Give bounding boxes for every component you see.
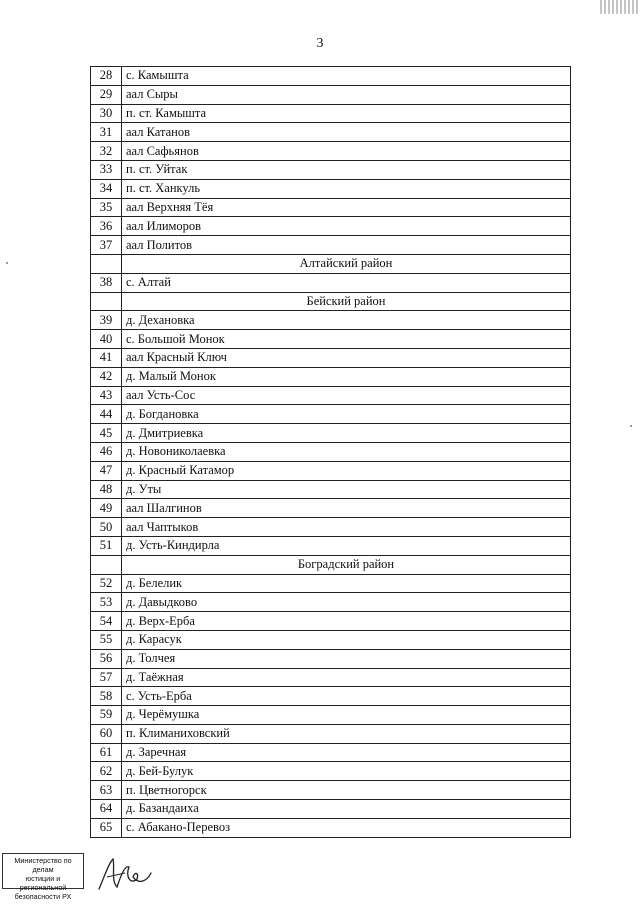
settlement-name: д. Дехановка [122, 311, 571, 330]
row-number: 44 [91, 405, 122, 424]
table-row [91, 236, 571, 255]
table-row [91, 367, 571, 386]
settlement-name: д. Черёмушка [122, 706, 571, 725]
stamp-line: Министерство по делам [14, 856, 72, 874]
district-header-row [91, 555, 571, 574]
row-number: 60 [91, 724, 122, 743]
settlement-name: аал Сыры [122, 85, 571, 104]
settlement-name: д. Таёжная [122, 668, 571, 687]
row-number: 37 [91, 236, 122, 255]
row-number: 51 [91, 536, 122, 555]
table-row [91, 104, 571, 123]
table-row [91, 649, 571, 668]
settlement-name: аал Шалгинов [122, 499, 571, 518]
table-row [91, 461, 571, 480]
settlement-name: п. ст. Уйтак [122, 160, 571, 179]
row-number: 62 [91, 762, 122, 781]
table-row [91, 612, 571, 631]
settlement-name: д. Базандаиха [122, 800, 571, 819]
settlement-name: аал Илиморов [122, 217, 571, 236]
table-row [91, 743, 571, 762]
settlement-name: д. Давыдково [122, 593, 571, 612]
row-number: 46 [91, 442, 122, 461]
table-row [91, 311, 571, 330]
table-row [91, 179, 571, 198]
table-row [91, 499, 571, 518]
row-number: 54 [91, 612, 122, 631]
row-number: 32 [91, 142, 122, 161]
row-number: 31 [91, 123, 122, 142]
settlement-name: д. Карасук [122, 630, 571, 649]
table-row [91, 593, 571, 612]
settlements-table [90, 66, 571, 838]
district-header-row [91, 254, 571, 273]
table-row [91, 724, 571, 743]
row-number: 47 [91, 461, 122, 480]
table-row [91, 687, 571, 706]
district-name: Бейский район [122, 292, 571, 311]
table-row [91, 781, 571, 800]
settlement-name: д. Красный Катамор [122, 461, 571, 480]
table-row [91, 574, 571, 593]
table-row [91, 142, 571, 161]
table-row [91, 630, 571, 649]
row-number: 33 [91, 160, 122, 179]
settlement-name: д. Бей-Булук [122, 762, 571, 781]
table-row [91, 160, 571, 179]
settlement-name: д. Усть-Киндирла [122, 536, 571, 555]
table-row [91, 818, 571, 837]
table-row [91, 273, 571, 292]
settlements-table-body [91, 67, 571, 838]
table-row [91, 123, 571, 142]
settlement-name: аал Верхняя Тёя [122, 198, 571, 217]
row-number: 52 [91, 574, 122, 593]
row-number: 43 [91, 386, 122, 405]
row-number: 42 [91, 367, 122, 386]
row-number: 41 [91, 348, 122, 367]
table-row [91, 67, 571, 86]
table-row [91, 405, 571, 424]
table-row [91, 217, 571, 236]
ministry-stamp [2, 853, 84, 901]
row-number-cell [91, 555, 122, 574]
settlement-name: с. Большой Монок [122, 330, 571, 349]
scan-corner-mark [600, 0, 640, 14]
settlement-name: аал Чаптыков [122, 518, 571, 537]
stamp-line: безопасности РХ [14, 892, 72, 901]
row-number: 48 [91, 480, 122, 499]
row-number: 36 [91, 217, 122, 236]
settlement-name: д. Верх-Ерба [122, 612, 571, 631]
settlement-name: п. Климаниховский [122, 724, 571, 743]
settlement-name: д. Белелик [122, 574, 571, 593]
handwritten-signature [95, 855, 155, 895]
scan-speck [6, 262, 8, 264]
settlement-name: аал Усть-Сос [122, 386, 571, 405]
table-row [91, 518, 571, 537]
row-number: 30 [91, 104, 122, 123]
settlement-name: с. Усть-Ерба [122, 687, 571, 706]
row-number: 50 [91, 518, 122, 537]
row-number: 39 [91, 311, 122, 330]
row-number: 65 [91, 818, 122, 837]
row-number: 64 [91, 800, 122, 819]
settlement-name: д. Малый Монок [122, 367, 571, 386]
row-number: 61 [91, 743, 122, 762]
settlement-name: д. Уты [122, 480, 571, 499]
table-row [91, 480, 571, 499]
table-row [91, 85, 571, 104]
row-number: 57 [91, 668, 122, 687]
settlement-name: аал Сафьянов [122, 142, 571, 161]
settlement-name: п. Цветногорск [122, 781, 571, 800]
settlement-name: д. Новониколаевка [122, 442, 571, 461]
district-header-row [91, 292, 571, 311]
table-row [91, 424, 571, 443]
table-row [91, 800, 571, 819]
settlement-name: с. Абакано-Перевоз [122, 818, 571, 837]
row-number: 53 [91, 593, 122, 612]
table-row [91, 442, 571, 461]
settlement-name: аал Политов [122, 236, 571, 255]
district-name: Алтайский район [122, 254, 571, 273]
row-number: 55 [91, 630, 122, 649]
row-number-cell [91, 254, 122, 273]
settlement-name: п. ст. Камышта [122, 104, 571, 123]
settlement-name: д. Заречная [122, 743, 571, 762]
settlement-name: п. ст. Ханкуль [122, 179, 571, 198]
settlement-name: с. Алтай [122, 273, 571, 292]
row-number: 45 [91, 424, 122, 443]
row-number: 56 [91, 649, 122, 668]
table-row [91, 762, 571, 781]
table-row [91, 386, 571, 405]
row-number: 58 [91, 687, 122, 706]
settlement-name: д. Толчея [122, 649, 571, 668]
row-number-cell [91, 292, 122, 311]
table-row [91, 668, 571, 687]
settlement-name: с. Камышта [122, 67, 571, 86]
table-row [91, 536, 571, 555]
settlement-name: д. Дмитриевка [122, 424, 571, 443]
row-number: 28 [91, 67, 122, 86]
settlement-name: аал Катанов [122, 123, 571, 142]
row-number: 63 [91, 781, 122, 800]
row-number: 40 [91, 330, 122, 349]
table-row [91, 348, 571, 367]
row-number: 35 [91, 198, 122, 217]
table-row [91, 198, 571, 217]
table-row [91, 706, 571, 725]
row-number: 29 [91, 85, 122, 104]
row-number: 59 [91, 706, 122, 725]
row-number: 49 [91, 499, 122, 518]
settlement-name: аал Красный Ключ [122, 348, 571, 367]
district-name: Боградский район [122, 555, 571, 574]
scan-speck [630, 425, 632, 427]
row-number: 34 [91, 179, 122, 198]
stamp-line: юстиции и региональной [19, 874, 67, 892]
page-number: 3 [316, 36, 324, 51]
table-row [91, 330, 571, 349]
row-number: 38 [91, 273, 122, 292]
settlement-name: д. Богдановка [122, 405, 571, 424]
